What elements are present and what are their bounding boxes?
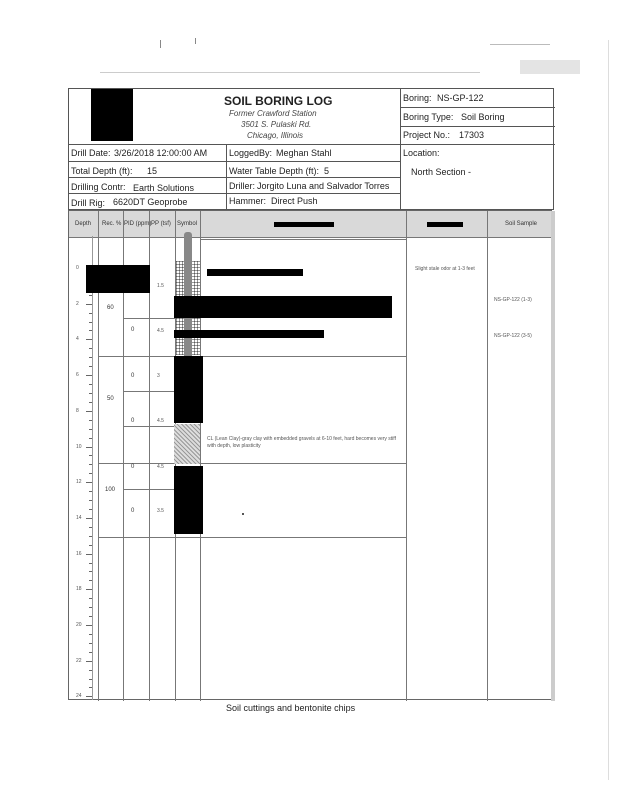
- location-value: North Section -: [411, 167, 472, 177]
- depth-major-tick: [86, 411, 92, 412]
- drilling-contr-label: Drilling Contr:: [71, 182, 126, 192]
- depth-major-tick: [86, 482, 92, 483]
- pid-value: 0: [131, 508, 135, 514]
- col-pid: PID (ppm): [124, 221, 152, 227]
- depth-label: 0: [76, 265, 79, 271]
- depth-major-tick: [86, 661, 92, 662]
- recovery-value: 50: [107, 396, 114, 402]
- depth-major-tick: [86, 554, 92, 555]
- pid-value: 0: [131, 373, 135, 379]
- col-remarks-redaction: [427, 222, 463, 227]
- log-title: SOIL BORING LOG: [224, 94, 333, 108]
- depth-label: 20: [76, 622, 82, 628]
- pp-value: 4.5: [157, 328, 164, 334]
- drill-rig-label: Drill Rig:: [71, 198, 106, 208]
- col-symbol: Symbol: [177, 221, 198, 227]
- total-depth-label: Total Depth (ft):: [71, 166, 133, 176]
- pp-value: 1.5: [157, 283, 164, 289]
- depth-minor-tick: [89, 571, 92, 572]
- col-pp: PP (tsf): [151, 221, 171, 227]
- logo-redaction: [91, 89, 133, 141]
- depth-minor-tick: [89, 313, 92, 314]
- depth-label: 14: [76, 514, 82, 521]
- drilling-contr-value: Earth Solutions: [133, 183, 195, 193]
- depth-major-tick: [86, 518, 92, 519]
- depth-label: 22: [76, 657, 82, 664]
- depth-minor-tick: [89, 438, 92, 439]
- hammer-value: Direct Push: [271, 196, 318, 206]
- location-label: Location:: [403, 148, 440, 158]
- driller-label: Driller:: [229, 181, 255, 191]
- page-edge-line: [608, 40, 609, 780]
- boring-type-value: Soil Boring: [461, 112, 505, 122]
- depth-minor-tick: [89, 563, 92, 564]
- boring-label: Boring:: [403, 93, 432, 103]
- depth-label: 10: [76, 443, 82, 450]
- right-shadow: [551, 211, 555, 701]
- col-depth: Depth: [75, 221, 92, 227]
- col-description-redaction: [274, 222, 334, 227]
- depth-major-tick: [86, 447, 92, 448]
- depth-minor-tick: [89, 536, 92, 537]
- redaction-4: [174, 330, 324, 338]
- boring-type-label: Boring Type:: [403, 112, 454, 122]
- depth-minor-tick: [89, 366, 92, 367]
- project-no-value: 17303: [459, 130, 485, 140]
- odor-remark: Slight stale odor at 1-3 feet: [415, 266, 475, 272]
- soil-sample-label: NS-GP-122 (3-5): [494, 333, 532, 339]
- depth-label: 4: [76, 336, 79, 343]
- depth-minor-tick: [89, 384, 92, 385]
- depth-minor-tick: [89, 500, 92, 501]
- depth-minor-tick: [89, 643, 92, 644]
- depth-minor-tick: [89, 509, 92, 510]
- depth-label: 12: [76, 479, 82, 486]
- depth-major-tick: [86, 339, 92, 340]
- scan-noise: [80, 60, 580, 80]
- pp-value: 3.5: [157, 508, 164, 514]
- depth-label: 16: [76, 550, 82, 557]
- depth-minor-tick: [89, 464, 92, 465]
- recovery-value: 100: [105, 487, 116, 493]
- drill-rig-value: 6620DT Geoprobe: [113, 197, 188, 207]
- hammer-label: Hammer:: [229, 196, 267, 206]
- pp-value: 3: [157, 373, 160, 379]
- depth-minor-tick: [89, 357, 92, 358]
- pp-value: 4.5: [157, 464, 164, 470]
- depth-minor-tick: [89, 455, 92, 456]
- recovery-value: 60: [107, 305, 114, 311]
- site-address: 3501 S. Pulaski Rd.: [241, 120, 312, 129]
- depth-label: 2: [76, 300, 79, 307]
- driller-value: Jorgito Luna and Salvador Torres: [257, 181, 390, 191]
- pid-value: 0: [131, 327, 135, 333]
- clay-description: CL (Lean Clay)-gray clay with embedded gravels at 6-10 feet, hard becomes very stiff with depth, low plasticity: [207, 436, 396, 449]
- col-soil-sample: Soil Sample: [505, 221, 538, 227]
- depth-minor-tick: [89, 616, 92, 617]
- depth-minor-tick: [89, 545, 92, 546]
- site-name: Former Crawford Station: [229, 109, 317, 118]
- depth-minor-tick: [89, 429, 92, 430]
- pp-value: 4.5: [157, 418, 164, 424]
- pid-value: 0: [131, 418, 135, 424]
- drill-date-label: Drill Date:: [71, 148, 111, 158]
- depth-minor-tick: [89, 393, 92, 394]
- depth-label: 6: [76, 372, 79, 379]
- redaction-6: [174, 466, 203, 534]
- depth-minor-tick: [89, 580, 92, 581]
- depth-minor-tick: [89, 402, 92, 403]
- water-table-value: 5: [324, 166, 330, 176]
- redaction-5: [174, 356, 203, 423]
- depth-minor-tick: [89, 491, 92, 492]
- depth-minor-tick: [89, 670, 92, 671]
- depth-major-tick: [86, 589, 92, 590]
- water-table-label: Water Table Depth (ft):: [229, 166, 320, 176]
- redaction-3: [174, 296, 392, 318]
- depth-minor-tick: [89, 322, 92, 323]
- depth-major-tick: [86, 696, 92, 697]
- depth-minor-tick: [89, 295, 92, 296]
- drill-date-value: 3/26/2018 12:00:00 AM: [114, 148, 208, 158]
- site-city: Chicago, Illinois: [247, 131, 304, 140]
- backfill-note: Soil cuttings and bentonite chips: [226, 703, 356, 713]
- depth-label: 18: [76, 586, 82, 593]
- logged-by-label: LoggedBy:: [229, 148, 273, 158]
- depth-minor-tick: [89, 348, 92, 349]
- depth-minor-tick: [89, 652, 92, 653]
- depth-minor-tick: [89, 330, 92, 331]
- col-recovery: Rec. %: [102, 221, 122, 227]
- depth-minor-tick: [89, 527, 92, 528]
- clay-pattern: [174, 424, 200, 464]
- soil-sample-label: NS-GP-122 (1-3): [494, 297, 532, 303]
- header-block: [68, 88, 554, 210]
- depth-major-tick: [86, 625, 92, 626]
- depth-major-tick: [86, 304, 92, 305]
- depth-minor-tick: [89, 473, 92, 474]
- total-depth-value: 15: [147, 166, 158, 176]
- boring-value: NS-GP-122: [437, 93, 484, 103]
- depth-minor-tick: [89, 598, 92, 599]
- depth-minor-tick: [89, 687, 92, 688]
- logged-by-value: Meghan Stahl: [276, 148, 332, 158]
- pid-value: 0: [131, 464, 135, 470]
- depth-minor-tick: [89, 420, 92, 421]
- depth-label: 24: [76, 693, 82, 700]
- redaction-2: [207, 269, 303, 276]
- project-no-label: Project No.:: [403, 130, 451, 140]
- depth-label: 8: [76, 407, 79, 414]
- depth-minor-tick: [89, 607, 92, 608]
- scan-mark: [242, 513, 244, 515]
- depth-minor-tick: [89, 634, 92, 635]
- redaction-1: [86, 265, 150, 293]
- depth-major-tick: [86, 375, 92, 376]
- depth-minor-tick: [89, 679, 92, 680]
- depth-axis: [68, 236, 98, 700]
